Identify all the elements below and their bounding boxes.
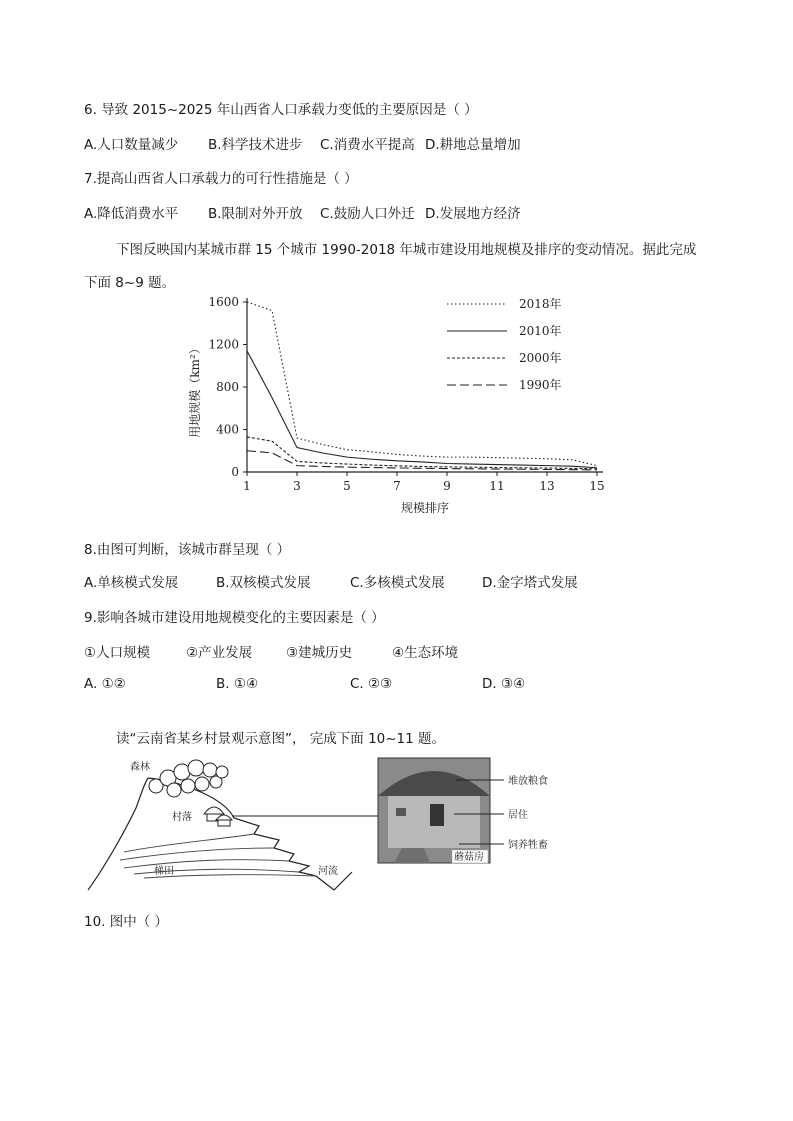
q8-option-a: A.单核模式发展 bbox=[84, 575, 179, 591]
river-label: 河流 bbox=[318, 866, 338, 877]
q6-option-b: B.科学技术进步 bbox=[208, 137, 303, 153]
q6-option-a: A.人口数量减少 bbox=[84, 137, 179, 153]
y-axis-label: 用地规模（km²） bbox=[188, 342, 202, 438]
q8-option-c: C.多核模式发展 bbox=[350, 575, 445, 591]
q9-item-2: ②产业发展 bbox=[186, 645, 253, 661]
legend-label: 2018年 bbox=[519, 297, 562, 311]
land-use-line-chart bbox=[185, 290, 615, 522]
question-10-stem: 10. 图中（ ） bbox=[84, 914, 169, 930]
x-tick-label: 5 bbox=[343, 479, 351, 493]
roof-use-label: 堆放粮食 bbox=[508, 776, 548, 787]
series-line-2010年 bbox=[247, 351, 597, 468]
bottom-use-label: 饲养牲畜 bbox=[508, 840, 548, 851]
y-tick-label: 400 bbox=[216, 422, 239, 437]
q9-option-d: D. ③④ bbox=[482, 676, 526, 692]
intro-8-9-line2: 下面 8~9 题。 bbox=[84, 275, 176, 291]
x-axis-ticks bbox=[243, 472, 604, 493]
q6-option-c: C.消费水平提高 bbox=[320, 137, 415, 153]
y-tick-label: 800 bbox=[216, 380, 239, 394]
series-line-2000年 bbox=[247, 437, 597, 469]
q7-option-c: C.鼓励人口外迁 bbox=[320, 206, 415, 222]
q7-option-a: A.降低消费水平 bbox=[84, 206, 179, 222]
x-tick-label: 7 bbox=[393, 479, 401, 493]
q8-option-d: D.金字塔式发展 bbox=[482, 575, 578, 591]
y-axis-ticks bbox=[208, 295, 247, 479]
q7-option-b: B.限制对外开放 bbox=[208, 206, 303, 222]
q7-option-d: D.发展地方经济 bbox=[425, 206, 521, 222]
q9-item-4: ④生态环境 bbox=[392, 645, 459, 661]
intro-10-11: 读“云南省某乡村景观示意图”， 完成下面 10~11 题。 bbox=[116, 731, 446, 747]
y-tick-label: 0 bbox=[231, 465, 239, 479]
x-tick-label: 1 bbox=[243, 479, 251, 493]
x-tick-label: 15 bbox=[589, 479, 605, 493]
question-6-stem: 6. 导致 2015~2025 年山西省人口承载力变低的主要原因是（ ） bbox=[84, 102, 478, 118]
legend-label: 1990年 bbox=[519, 378, 562, 392]
village-label: 村落 bbox=[172, 812, 192, 823]
mushroom-house-photo bbox=[378, 758, 490, 863]
legend-label: 2010年 bbox=[519, 324, 562, 338]
terrace-label: 梯田 bbox=[154, 866, 174, 877]
terrace-lines bbox=[120, 834, 316, 878]
x-tick-label: 9 bbox=[443, 479, 451, 493]
question-7-stem: 7.提高山西省人口承载力的可行性措施是（ ） bbox=[84, 171, 358, 187]
q9-item-1: ①人口规模 bbox=[84, 645, 151, 661]
village-landscape-diagram bbox=[84, 748, 584, 898]
q6-option-d: D.耕地总量增加 bbox=[425, 137, 521, 153]
photo-caption: 蘑菇房 bbox=[454, 852, 484, 863]
x-tick-label: 3 bbox=[293, 479, 301, 493]
question-9-stem: 9.影响各城市建设用地规模变化的主要因素是（ ） bbox=[84, 610, 385, 626]
q9-option-c: C. ②③ bbox=[350, 676, 393, 692]
q9-item-3: ③建城历史 bbox=[286, 645, 353, 661]
question-8-stem: 8.由图可判断，该城市群呈现（ ） bbox=[84, 542, 291, 558]
y-tick-label: 1200 bbox=[208, 337, 239, 352]
q9-option-a: A. ①② bbox=[84, 676, 126, 692]
x-tick-label: 11 bbox=[489, 479, 505, 493]
x-axis-label: 规模排序 bbox=[400, 501, 450, 515]
q8-option-b: B.双核模式发展 bbox=[216, 575, 311, 591]
chart-legend bbox=[447, 296, 562, 392]
legend-label: 2000年 bbox=[519, 351, 562, 365]
y-tick-label: 1600 bbox=[208, 295, 239, 309]
forest-label: 森林 bbox=[130, 762, 150, 773]
x-tick-label: 13 bbox=[539, 479, 555, 493]
forest-trees bbox=[149, 760, 228, 797]
q9-option-b: B. ①④ bbox=[216, 676, 259, 692]
intro-8-9-line1: 下图反映国内某城市群 15 个城市 1990-2018 年城市建设用地规模及排序的变动情况。据此完成 bbox=[116, 242, 697, 258]
middle-use-label: 居住 bbox=[508, 810, 528, 821]
